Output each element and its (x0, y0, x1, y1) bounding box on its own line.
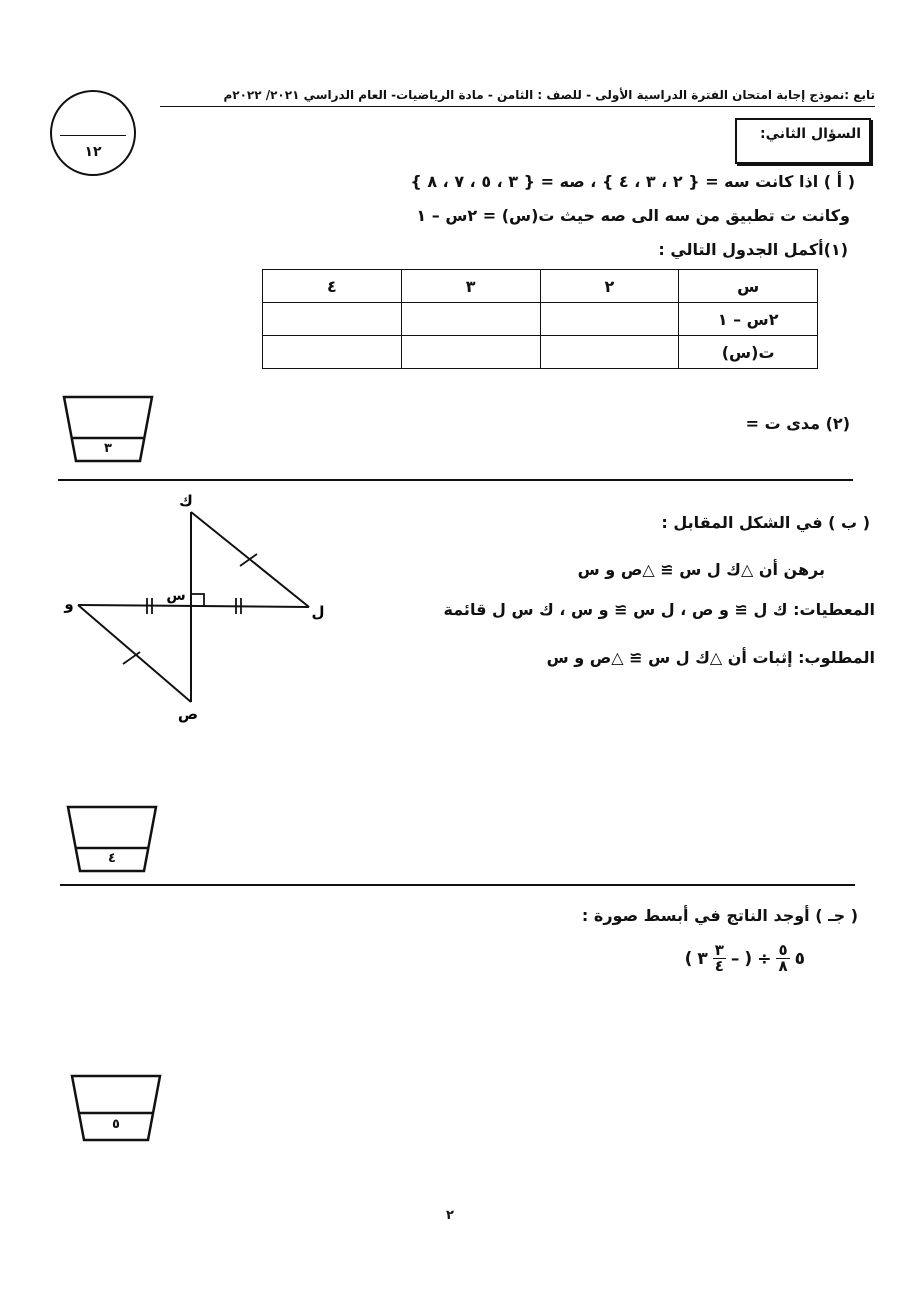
segment-wl (78, 605, 309, 607)
triangles-figure (60, 490, 340, 725)
part-a-score: ٣ (104, 441, 112, 456)
part-b-given: المعطيات: ك ل ≅ و ص ، ل س ≅ و س ، ك س ل قائمة (443, 600, 875, 619)
part-a-item2: (٢) مدى ت = (745, 414, 850, 433)
part-b-prove: برهن أن △ك ل س ≅ △ص و س (577, 560, 825, 579)
section-divider (58, 479, 853, 481)
table-cell: ٢ (540, 270, 679, 303)
table-cell (263, 336, 402, 369)
section-divider (60, 884, 855, 886)
open-paren: ( (744, 948, 753, 969)
table-cell: س (679, 270, 818, 303)
fraction-1 (776, 943, 789, 974)
label-k: ك (179, 492, 193, 510)
part-b-required: المطلوب: إثبات أن △ك ل س ≅ △ص و س (546, 648, 875, 667)
score-divider (60, 135, 126, 136)
table-row (263, 336, 818, 369)
expr-whole-2: ٣ (697, 948, 708, 969)
part-a-line1: ( أ ) اذا كانت سه = { ٢ ، ٣ ، ٤ } ، صه = { ٣ ، ٥ ، ٧ ، ٨ } (410, 172, 855, 191)
total-score: ١٢ (84, 144, 102, 160)
label-l: ل (311, 603, 325, 621)
function-table (262, 269, 818, 369)
part-c-expression (685, 943, 805, 974)
table-cell (263, 303, 402, 336)
label-sad: ص (177, 705, 199, 723)
exam-header: تابع :نموذج إجابة امتحان الفترة الدراسية الأولى - للصف : الثامن - مادة الرياضيات- العام الدراسي ٢٠٢١/ ٢٠٢٢م (223, 88, 875, 102)
fraction-numerator: ٥ (778, 941, 788, 959)
part-a-item1: (١)أكمل الجدول التالي : (658, 240, 848, 259)
table-cell: ٣ (401, 270, 540, 303)
part-c-title: ( جـ ) أوجد الناتج في أبسط صورة : (581, 906, 858, 925)
close-paren: ) (684, 948, 693, 969)
expr-whole-1: ٥ (794, 948, 805, 969)
label-w: و (64, 595, 74, 613)
segment-ws (78, 605, 191, 702)
table-cell (540, 303, 679, 336)
divide-operator: ÷ (757, 948, 772, 969)
part-c-score: ٥ (112, 1117, 120, 1132)
fraction-numerator: ٣ (714, 941, 724, 959)
table-cell: ت(س) (679, 336, 818, 369)
negative-sign: – (730, 948, 740, 969)
question-title: السؤال الثاني: (735, 118, 871, 164)
tick-mark (123, 652, 140, 664)
table-cell (540, 336, 679, 369)
total-score-circle (50, 90, 136, 176)
table-cell: ٢س – ١ (679, 303, 818, 336)
table-cell (401, 336, 540, 369)
label-s: س (166, 588, 186, 604)
header-rule (160, 106, 875, 107)
table-row (263, 270, 818, 303)
part-b-score: ٤ (108, 851, 116, 866)
table-cell (401, 303, 540, 336)
page-number: ٢ (446, 1208, 454, 1223)
fraction-denominator: ٤ (714, 957, 724, 975)
table-row (263, 303, 818, 336)
table-cell: ٤ (263, 270, 402, 303)
fraction-2 (713, 943, 726, 974)
part-a-line2: وكانت ت تطبيق من سه الى صه حيث ت(س) = ٢س – ١ (416, 206, 850, 225)
fraction-denominator: ٨ (778, 957, 788, 975)
part-b-title: ( ب ) في الشكل المقابل : (661, 513, 870, 532)
